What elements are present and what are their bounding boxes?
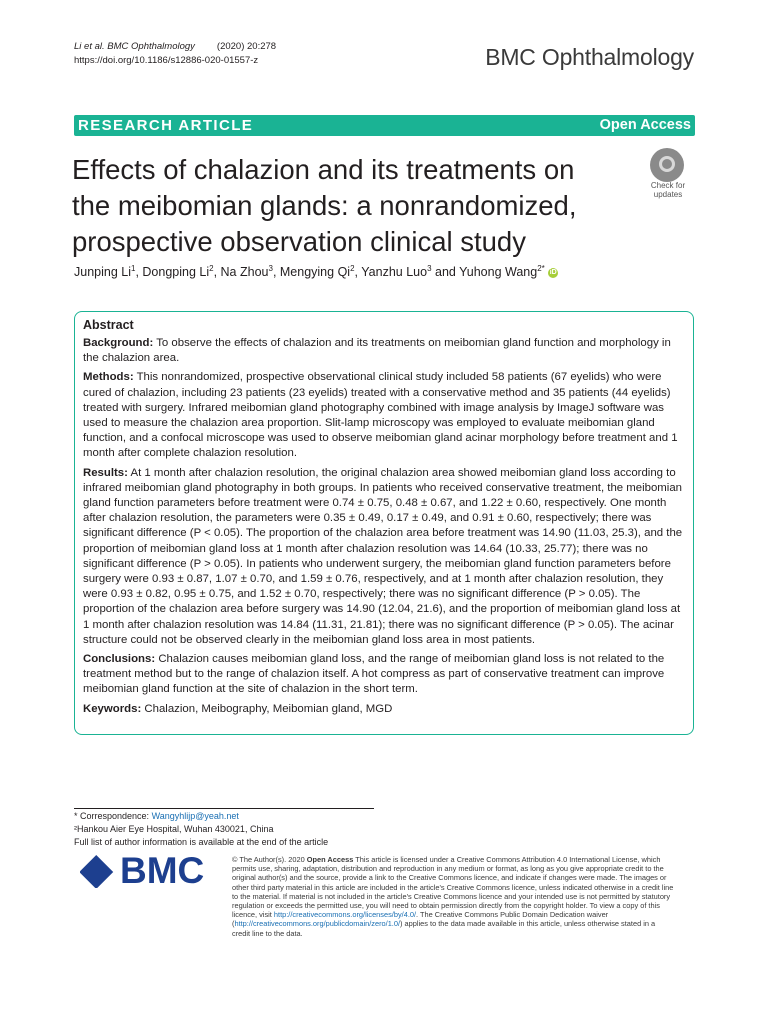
article-type: RESEARCH ARTICLE (78, 117, 254, 134)
orcid-icon[interactable]: iD (549, 268, 557, 276)
license-link-cc-by[interactable]: http://creativecommons.org/licenses/by/4.0/ (273, 910, 417, 920)
doi-link[interactable]: https://doi.org/10.1186/s12886-020-01557-z (74, 55, 259, 66)
full-list-note: Full list of author information is available at the end of the article (74, 837, 329, 847)
author-affiliation: 2 (209, 264, 214, 273)
author-list: Junping Li$^1$, Dongping Li$^2$, Na Zhou$^3$, Mengying Qi$^2$, Yanzhu Luo$^3$ and Yuhong Wang$^{2*}$ iD (74, 264, 557, 280)
license-body-2: . The Creative Commons Public Domain Dedication waiver ( (232, 910, 609, 929)
citation-block (74, 40, 276, 68)
abstract-keywords (83, 702, 685, 717)
open-access-label: Open Access (599, 117, 691, 133)
license-prefix: © The Author(s). 2020 (232, 855, 305, 864)
results-label: Results: (83, 466, 128, 479)
citation-year: (2020) 20:278 (216, 41, 277, 52)
keywords-text: Chalazion, Meibography, Meibomian gland, MGD (144, 702, 393, 715)
author-name: Junping Li (74, 265, 131, 280)
author-name: Mengying Qi (279, 265, 351, 280)
author-name: Yanzhu Luo (361, 265, 428, 280)
author-affiliation: 3 (268, 264, 273, 273)
author-affiliation: 2 (350, 264, 355, 273)
check-for-updates-icon (650, 148, 684, 182)
abstract-results (83, 466, 685, 648)
license-body-3: ) applies to the data made available in this article, unless otherwise stated in a credit line to the data. (232, 919, 656, 938)
abstract-conclusions (83, 652, 685, 698)
license-link-cc0[interactable]: http://creativecommons.org/publicdomain/zero/1.0/ (234, 919, 401, 929)
bmc-logo-diamond (80, 855, 113, 888)
author-name: Dongping Li (142, 265, 210, 280)
license-text (232, 855, 674, 938)
background-text: To observe the effects of chalazion and its treatments on meibomian gland function and morphology in the chalazion area. (83, 337, 671, 365)
footnote-divider (74, 808, 374, 809)
journal-name: BMC Ophthalmology (485, 44, 694, 70)
footnotes (74, 810, 328, 849)
keywords-label: Keywords: (83, 702, 142, 715)
bmc-logo (80, 850, 215, 888)
conclusions-label: Conclusions: (83, 653, 156, 666)
author-name: Yuhong Wang (459, 265, 538, 280)
authors-joiner: and (435, 265, 456, 280)
correspondence-email-link[interactable]: Wangyhlijp@yeah.net (151, 811, 239, 821)
article-banner (74, 115, 695, 136)
check-updates-line1: Check for (650, 181, 686, 190)
author-name: Na Zhou (220, 265, 269, 280)
methods-label: Methods: (83, 371, 134, 384)
results-text: At 1 month after chalazion resolution, the original chalazion area showed meibomian gland loss according to infrared meibomian gland photography in both groups. In patients who received conservative treatment, the meibomian gland function parameters before treatment were 0.74 ± 0.75, 0.48 ± 0.67, and 1.22 ± 0.60, respectively. One month after chalazion resolution, the parameters were 0.35 ± 0.49, 0.17 ± 0.49, and 0.91 ± 0.60, respectively; there was significant difference (P < 0.05). The proportion of the chalazion area before treatment was 14.90 (11.03, 25.3), and the proportion of meibomian gland loss at 1 month after chalazion resolution was 14.64 (10.33, 25.77); there was no significant difference (P > 0.05). In patients who underwent surgery, the meibomian gland function parameters before surgery were 0.93 ± 0.87, 1.07 ± 0.70, and 1.59 ± 0.76, respectively, and at 1 month after chalazion resolution, they were 0.93 ± 0.82, 0.95 ± 0.75, and 1.52 ± 0.70, respectively; there was no significant difference (P > 0.05). The proportion of the chalazion area before surgery was 14.90 (12.04, 21.6), and the proportion of meibomian gland loss at 1 month after chalazion resolution was 14.84 (11.31, 21.81); there was no significant difference (P > 0.05). The acinar structure could not be observed clearly in the meibomian gland loss area in most patients. (83, 466, 683, 646)
abstract-methods (83, 370, 685, 461)
author-affiliation: 1 (131, 264, 136, 273)
check-for-updates-badge[interactable] (642, 148, 694, 200)
citation-authors: Li et al. BMC Ophthalmology (74, 41, 195, 52)
methods-text: This nonrandomized, prospective observational clinical study included 58 patients (67 eyelids) who were cured of chalazion, including 23 patients (23 eyelids) treated with a conservative method and 35 patients (44 eyelids) treated with surgery. Infrared meibomian gland photography combined with image analysis by ImageJ software was used to measure the chalazion area proportion. Slit-lamp microscopy was employed to evaluate meibomian gland function, and a confocal microscope was used to observe meibomian gland acinar morphology before treatment and 1 month after complete chalazion resolution. (83, 371, 678, 460)
abstract-box (74, 311, 694, 735)
abstract-background (83, 336, 685, 366)
bmc-logo-text: BMC (120, 850, 205, 888)
conclusions-text: Chalazion causes meibomian gland loss, and the range of meibomian gland loss is not related to the treatment method but to the range of chalazion itself. A hot compress as part of conservative treatment can improve meibomian gland function at the site of chalazion in the short term. (83, 653, 665, 696)
author-affiliation: 3 (427, 264, 432, 273)
check-updates-line2: updates (653, 190, 683, 199)
license-open-access: Open Access (306, 855, 354, 864)
abstract-heading: Abstract (83, 318, 134, 332)
background-label: Background: (83, 337, 154, 349)
license-body-1: This article is licensed under a Creative Commons Attribution 4.0 International License, which permits use, sharing, adaptation, distribution and reproduction in any medium or format, as long as you give appropriate credit to the original author(s) and the source, provide a link to the Creative Commons licence, and indicate if changes were made. The images or other third party material in this article are included in the article's Creative Commons licence, unless indicated otherwise in a credit line to the material. If material is not included in the article's Creative Commons licence and your intended use is not permitted by statutory regulation or exceeds the permitted use, you will need to obtain permission directly from the copyright holder. To view a copy of this licence, visit (232, 855, 674, 920)
affiliation-note: ²Hankou Aier Eye Hospital, Wuhan 430021, China (74, 824, 274, 834)
author-affiliation: 2* (537, 264, 545, 273)
article-title: Effects of chalazion and its treatments on the meibomian glands: a nonrandomized, prospective observation clinical study (72, 154, 577, 257)
correspondence-label: * Correspondence: (74, 811, 150, 821)
